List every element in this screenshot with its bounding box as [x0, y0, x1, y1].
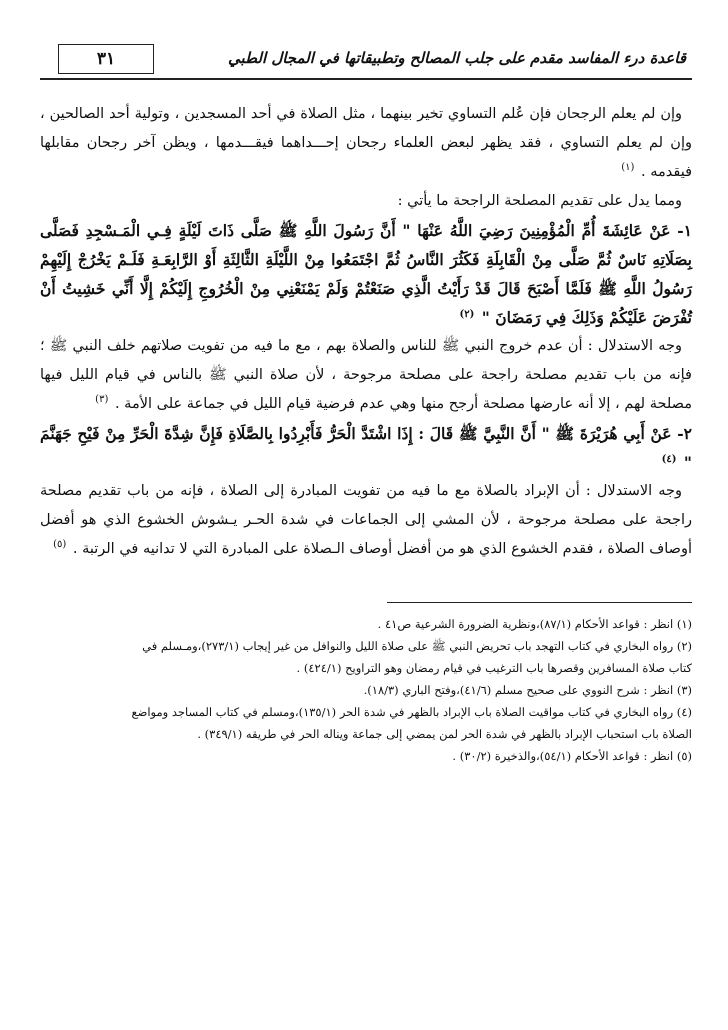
- body-text: [40, 100, 692, 564]
- footnote: (٥) انظر : قواعد الأحكام (٥٤/١)،والذخيرة (٣٠/٢) .: [452, 749, 692, 763]
- paragraph-text: وإن لم يعلم الرجحان فإن عُلم التساوي تخير بينهما ، مثل الصلاة في أحد المسجدين ، وتولية أحد الصالحين ، وإن لم يعلم التساوي ، فقد يظهر لبعض العلماء رجحان إحـــداهما فيقـــدمها ، ويظن آخر رجحان مقابلها فيقدمه .: [40, 106, 692, 180]
- footnote-ref: (٤): [661, 453, 677, 465]
- hadith-text: ٢- عَنْ أَبِي هُرَيْرَةَ ﷺ " أَنَّ النَّبِيَّ ﷺ قَالَ : إِذَا اشْتَدَّ الْحَرُّ فَأَبْرِدُوا بِالصَّلَاةِ فَإِنَّ شِدَّةَ الْحَرِّ مِنْ فَيْحِ جَهَنَّمَ ": [40, 424, 692, 472]
- page-number: ٣١: [96, 49, 116, 69]
- paragraph: [40, 332, 692, 419]
- page-header: [40, 38, 692, 80]
- footnotes: [40, 613, 692, 767]
- paragraph-text: ومما يدل على تقديم المصلحة الراجحة ما يأتي :: [397, 193, 682, 209]
- hadith-quote: [40, 216, 692, 332]
- hadith-text: ١- عَنْ عَائِشَةَ أُمِّ الْمُؤْمِنِينَ رَضِيَ اللَّهُ عَنْهَا " أَنَّ رَسُولَ اللَّهِ ﷺ صَلَّى ذَاتَ لَيْلَةٍ فِـي الْمَـسْجِدِ فَصَلَّى بِصَلَاتِهِ نَاسٌ ثُمَّ صَلَّى مِنْ الْقَابِلَةِ فَكَثُرَ النَّاسُ ثُمَّ اجْتَمَعُوا مِنْ اللَّيْلَةِ الثَّالِثَةِ أَوْ الرَّابِعَـةِ فَلَـمْ يَخْرُجْ إِلَيْهِمْ رَسُولُ اللَّهِ ﷺ فَلَمَّا أَصْبَحَ قَالَ قَدْ رَأَيْتُ الَّذِي صَنَعْتُمْ وَلَمْ يَمْنَعْنِي مِنْ الْخُرُوجِ إِلَيْكُمْ إِلَّا أَنِّي خَشِيتُ أَنْ تُفْرَضَ عَلَيْكُمْ وَذَلِكَ فِي رَمَضَانَ ": [40, 221, 692, 327]
- paragraph: [40, 100, 692, 187]
- page-number-box: [58, 44, 154, 74]
- hadith-quote: [40, 419, 692, 477]
- paragraph-text: وجه الاستدلال : أن الإبراد بالصلاة مع ما فيه من تفويت المبادرة إلى الصلاة ، فإنه من باب تقديم مصلحة راجحة على مصلحة مرجوحة ، لأن المشي إلى الجماعات في شدة الحـر يـشوش الخشوع الذي هو أفضل أوصاف الصلاة ، فقدم الخشوع الذي هو من أفضل أوصاف الـصلاة على المبادرة التي لا تدانيه في الرتبة .: [40, 483, 692, 557]
- running-title: قاعدة درء المفاسد مقدم على جلب المصالح وتطبيقاتها في المجال الطبي: [228, 49, 686, 67]
- paragraph-text: وجه الاستدلال : أن عدم خروج النبي ﷺ للناس والصلاة بهم ، مع ما فيه من تفويت صلاتهم خلف النبي ﷺ ؛ فإنه من باب تقديم مصلحة راجحة على مصلحة مرجوحة ، لأن صلاة النبي ﷺ بالناس في قيام الليل فيها مصلحة لهم ، إلا أنه عارضها مصلحة أرجح منها وهي عدم فرضية قيام الليل في جماعة على الأمة .: [40, 338, 692, 412]
- footnote-divider: [387, 602, 692, 603]
- footnote-continuation: الصلاة باب استحباب الإبراد بالظهر في شدة الحر لمن يمضي إلى جماعة ويناله الحر في طريقه (٣٤٩/١) .: [197, 727, 692, 741]
- footnote-continuation: كتاب صلاة المسافرين وقصرها باب الترغيب في قيام رمضان وهو التراويح (٤٢٤/١) .: [296, 661, 692, 675]
- footnote-ref: (٥): [53, 539, 67, 551]
- footnote-ref: (٣): [95, 394, 109, 406]
- footnote: (٢) رواه البخاري في كتاب التهجد باب تحريض النبي ﷺ على صلاة الليل والنوافل من غير إيجاب (٢٧٣/١)،ومـسلم في: [142, 639, 692, 653]
- footnote: (٤) رواه البخاري في كتاب مواقيت الصلاة باب الإبراد بالظهر في شدة الحر (١٣٥/١)،ومسلم في كتاب المساجد ومواضع: [131, 705, 692, 719]
- paragraph: [40, 187, 692, 216]
- footnote: (٣) انظر : شرح النووي على صحيح مسلم (٤١/٦)،وفتح الباري (١٨/٣).: [363, 683, 692, 697]
- paragraph: [40, 477, 692, 564]
- page: [40, 38, 692, 998]
- footnote-ref: (١): [621, 162, 635, 174]
- footnote: (١) انظر : قواعد الأحكام (٨٧/١)،ونظرية الضرورة الشرعية ص٤١ .: [377, 617, 692, 631]
- footnote-ref: (٢): [459, 308, 475, 320]
